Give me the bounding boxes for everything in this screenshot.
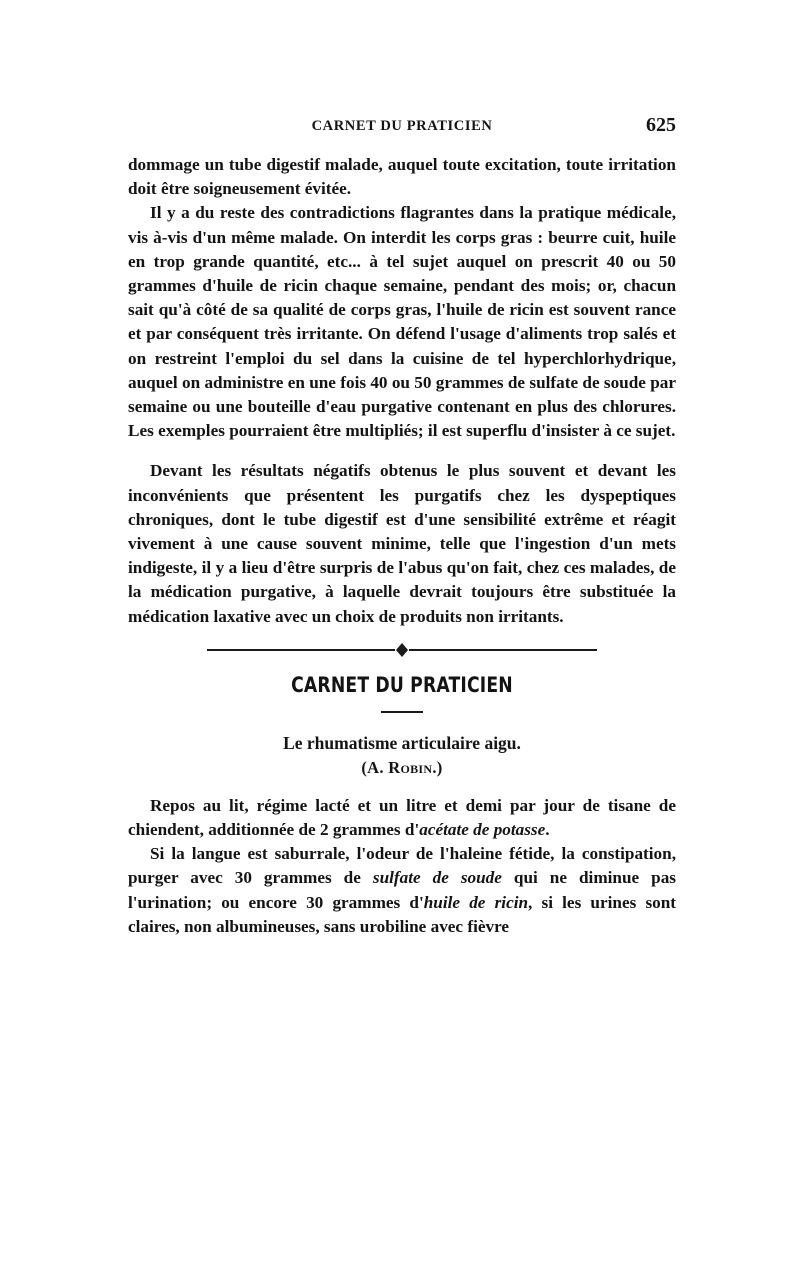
paragraph-purge — [128, 842, 676, 939]
purge-drug-2: huile de ricin — [423, 892, 529, 912]
purge-text-2: qui ne diminue pas l'urination; ou encore 30 grammes d' — [128, 868, 676, 912]
paragraph-contradictions: Il y a du reste des contradictions flagrantes dans la pratique médicale, vis à-vis d'un même malade. On interdit les corps gras : beurre cuit, huile en trop grande quantité, etc... à tel sujet auquel on prescrit 40 ou 50 grammes d'huile de ricin chaque semaine, pendant des mois; or, chacun sait qu'à côté de sa qualité de corps gras, l'huile de ricin est souvent rance et par conséquent très irritante. On défend l'usage d'aliments trop salés et on restreint l'emploi du sel dans la cuisine de tel hyperchlorhydrique, auquel on administre en une fois 40 ou 50 grammes de sulfate de soude par semaine ou une bouteille d'eau purgative contenant en plus des chlorures. Les exemples pourraient être multipliés; il est superflu d'insister à ce sujet. — [128, 203, 676, 441]
purge-text-3: , si les urines sont claires, non albumineuses, sans urobiline avec fièvre — [128, 892, 677, 936]
treatment-text-1: Repos au lit, régime lacté et un litre et demi par jour de tisane de chiendent, additionnée de 2 grammes d' — [128, 795, 676, 840]
ornamental-divider — [207, 643, 597, 657]
treatment-drug-1: acétate de potasse — [419, 820, 546, 840]
purge-drug-1: sulfate de soude — [372, 868, 502, 888]
book-page — [128, 112, 676, 939]
author-credit — [128, 758, 676, 778]
section-rule — [381, 711, 423, 713]
paragraph-continuation: dommage un tube digestif malade, auquel toute excitation, toute irritation doit être soigneusement évitée. — [128, 155, 676, 199]
section-title: CARNET DU PRATICIEN — [291, 672, 513, 697]
purge-text-1: Si la langue est saburrale, l'odeur de l'haleine fétide, la constipation, purger avec 30 grammes de — [128, 844, 676, 888]
paragraph-purgatives: Devant les résultats négatifs obtenus le plus souvent et devant les inconvénients que présentent les purgatifs chez les dyspeptiques chroniques, dont le tube digestif est d'une sensibilité extrême et réagit vivement à une cause souvent minime, telle que l'ingestion d'un mets indigeste, il y a lieu d'être surpris de l'abus qu'on fait, chez ces malades, de la médication purgative, à laquelle devrait toujours être substituée la médication laxative avec un choix de produits non irritants. — [128, 461, 676, 626]
running-header — [128, 112, 676, 142]
treatment-text-2: . — [545, 820, 550, 840]
page-number: 625 — [646, 114, 676, 136]
subsection-title: Le rhumatisme articulaire aigu. — [283, 732, 521, 753]
author-close: .) — [432, 757, 443, 777]
divider-diamond — [396, 643, 408, 657]
paragraph-treatment — [128, 794, 676, 842]
author-open: (A. — [361, 757, 389, 777]
author-name: Robin — [388, 757, 433, 777]
running-title: CARNET DU PRATICIEN — [311, 118, 493, 134]
